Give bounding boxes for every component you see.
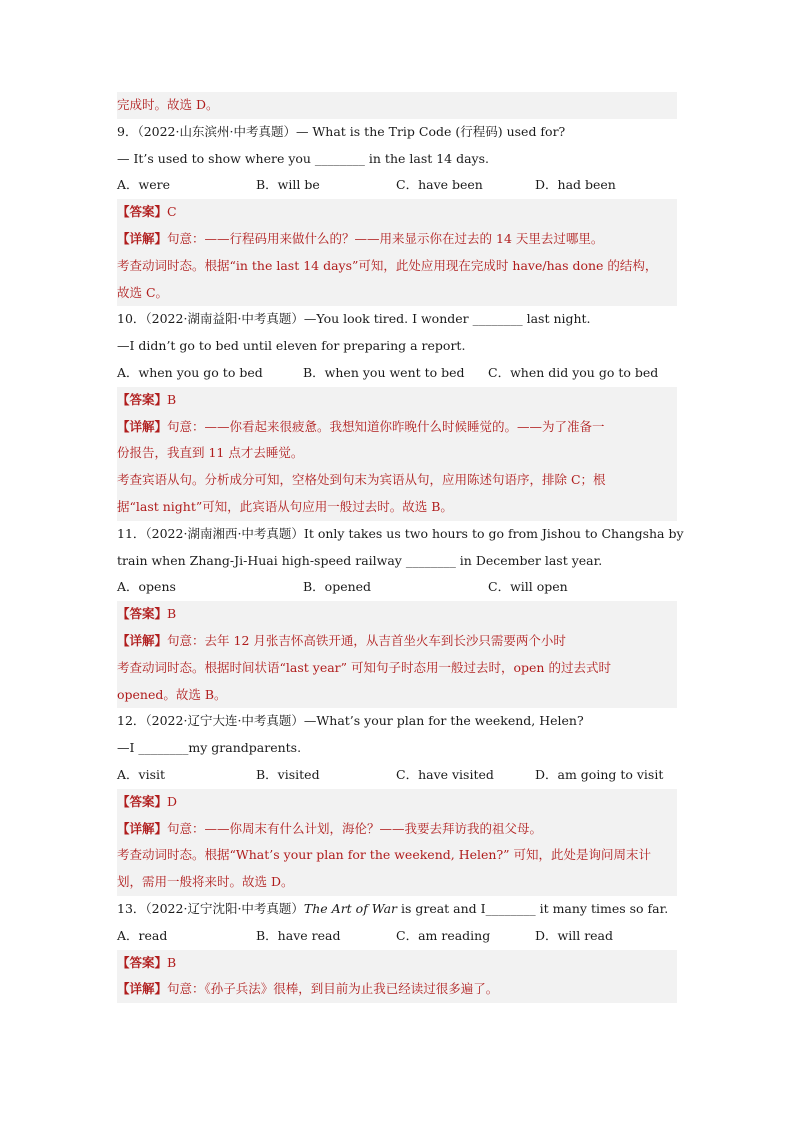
q13-book-title: The Art of War bbox=[303, 900, 397, 916]
q10-option-b: B．when you went to bed bbox=[303, 364, 465, 380]
q9-options bbox=[117, 172, 677, 199]
q9-option-b: B．will be bbox=[256, 177, 320, 193]
q11-option-a: A．opens bbox=[117, 579, 176, 595]
answer-tag: 【答案】 bbox=[117, 954, 168, 970]
detail-tag: 【详解】 bbox=[117, 230, 168, 246]
q10-detail-line2: 份报告，我直到 11 点才去睡觉。 bbox=[117, 440, 677, 467]
document-page bbox=[117, 92, 684, 1003]
q11-line2: train when Zhang-Ji-Huai high-speed railway ________ in December last year. bbox=[117, 552, 603, 568]
detail-text: 句意：——你周末有什么计划，海伦？——我要去拜访我的祖父母。 bbox=[167, 820, 543, 836]
detail-tag: 【详解】 bbox=[117, 418, 168, 434]
q9-detail-line2: 考查动词时态。根据“in the last 14 days”可知，此处应用现在完成时 have/has done 的结构， bbox=[117, 253, 677, 280]
q9-detail-line3: 故选 C。 bbox=[117, 280, 677, 307]
q10-answer bbox=[117, 387, 677, 414]
q9-option-d: D．had been bbox=[535, 177, 616, 193]
answer-value: B bbox=[167, 391, 177, 407]
q9-answer bbox=[117, 199, 677, 226]
detail-tag: 【详解】 bbox=[117, 632, 168, 648]
detail-tag: 【详解】 bbox=[117, 981, 168, 997]
q11-option-c: C．will open bbox=[488, 579, 568, 595]
q10-options bbox=[117, 360, 677, 387]
q12-stem: 12．（2022·辽宁大连·中考真题）—What’s your plan for the weekend, Helen? bbox=[117, 713, 584, 729]
q11-detail-line2: 考查动词时态。根据时间状语“last year” 可知句子时态用一般过去时，open 的过去式时 bbox=[117, 655, 677, 682]
q13-option-d: D．will read bbox=[535, 927, 614, 943]
q10-detail-line1 bbox=[117, 414, 677, 441]
q12-option-b: B．visited bbox=[256, 766, 320, 782]
q12-option-a: A．visit bbox=[117, 766, 166, 782]
q8-explanation-tail: 完成时。故选 D。 bbox=[117, 92, 677, 119]
answer-tag: 【答案】 bbox=[117, 793, 168, 809]
q10-line2: —I didn’t go to bed until eleven for preparing a report. bbox=[117, 338, 466, 354]
q12-detail-line2: 考查动词时态。根据“What’s your plan for the weekend, Helen?” 可知，此处是询问周末计 bbox=[117, 842, 677, 869]
q9-line2: — It’s used to show where you ________ in the last 14 days. bbox=[117, 150, 490, 166]
detail-text: 句意：《孙子兵法》很棒，到目前为止我已经读过很多遍了。 bbox=[167, 981, 499, 997]
q10-option-c: C．when did you go to bed bbox=[488, 364, 659, 380]
q12-options bbox=[117, 762, 677, 789]
q11-answer bbox=[117, 601, 677, 628]
detail-tag: 【详解】 bbox=[117, 820, 168, 836]
q12-option-d: D．am going to visit bbox=[535, 766, 664, 782]
q12-detail-line3: 划，需用一般将来时。故选 D。 bbox=[117, 869, 677, 896]
q11-stem: 11．（2022·湖南湘西·中考真题）It only takes us two hours to go from Jishou to Changsha by bbox=[117, 525, 684, 541]
q10-detail-line4: 据“last night”可知，此宾语从句应用一般过去时。故选 B。 bbox=[117, 494, 677, 521]
q12-answer bbox=[117, 789, 677, 816]
answer-value: B bbox=[167, 954, 177, 970]
q9-stem: 9．（2022·山东滨州·中考真题）— What is the Trip Code (行程码) used for? bbox=[117, 123, 566, 139]
answer-value: B bbox=[167, 606, 177, 622]
q12-option-c: C．have visited bbox=[396, 766, 494, 782]
q13-stem bbox=[117, 896, 677, 923]
q13-detail-line1 bbox=[117, 976, 677, 1003]
q13-option-c: C．am reading bbox=[396, 927, 491, 943]
answer-value: D bbox=[167, 793, 178, 809]
answer-value: C bbox=[167, 204, 177, 220]
q11-detail-line3: opened。故选 B。 bbox=[117, 682, 677, 709]
q13-option-a: A．read bbox=[117, 927, 168, 943]
q13-answer bbox=[117, 950, 677, 977]
q11-options bbox=[117, 574, 677, 601]
q12-detail-line1 bbox=[117, 816, 677, 843]
q10-option-a: A．when you go to bed bbox=[117, 364, 263, 380]
answer-tag: 【答案】 bbox=[117, 606, 168, 622]
answer-tag: 【答案】 bbox=[117, 204, 168, 220]
q12-line2: —I ________my grandparents. bbox=[117, 740, 302, 756]
q13-stem-prefix: 13．（2022·辽宁沈阳·中考真题） bbox=[117, 900, 304, 916]
detail-text: 句意：去年 12 月张吉怀高铁开通，从吉首坐火车到长沙只需要两个小时 bbox=[167, 632, 566, 648]
q11-detail-line1 bbox=[117, 628, 677, 655]
q10-stem: 10．（2022·湖南益阳·中考真题）—You look tired. I wonder ________ last night. bbox=[117, 311, 591, 327]
q9-detail-line1 bbox=[117, 226, 677, 253]
q13-stem-rest: is great and I________ it many times so far. bbox=[397, 900, 669, 916]
q11-option-b: B．opened bbox=[303, 579, 372, 595]
q9-option-a: A．were bbox=[117, 177, 170, 193]
q13-options bbox=[117, 923, 677, 950]
q10-detail-line3: 考查宾语从句。分析成分可知，空格处到句末为宾语从句，应用陈述句语序，排除 C；根 bbox=[117, 467, 677, 494]
q9-option-c: C．have been bbox=[396, 177, 483, 193]
answer-tag: 【答案】 bbox=[117, 391, 168, 407]
detail-text: 句意：——你看起来很疲惫。我想知道你昨晚什么时候睡觉的。——为了准备一 bbox=[167, 418, 605, 434]
q13-option-b: B．have read bbox=[256, 927, 341, 943]
detail-text: 句意：——行程码用来做什么的？——用来显示你在过去的 14 天里去过哪里。 bbox=[167, 230, 604, 246]
